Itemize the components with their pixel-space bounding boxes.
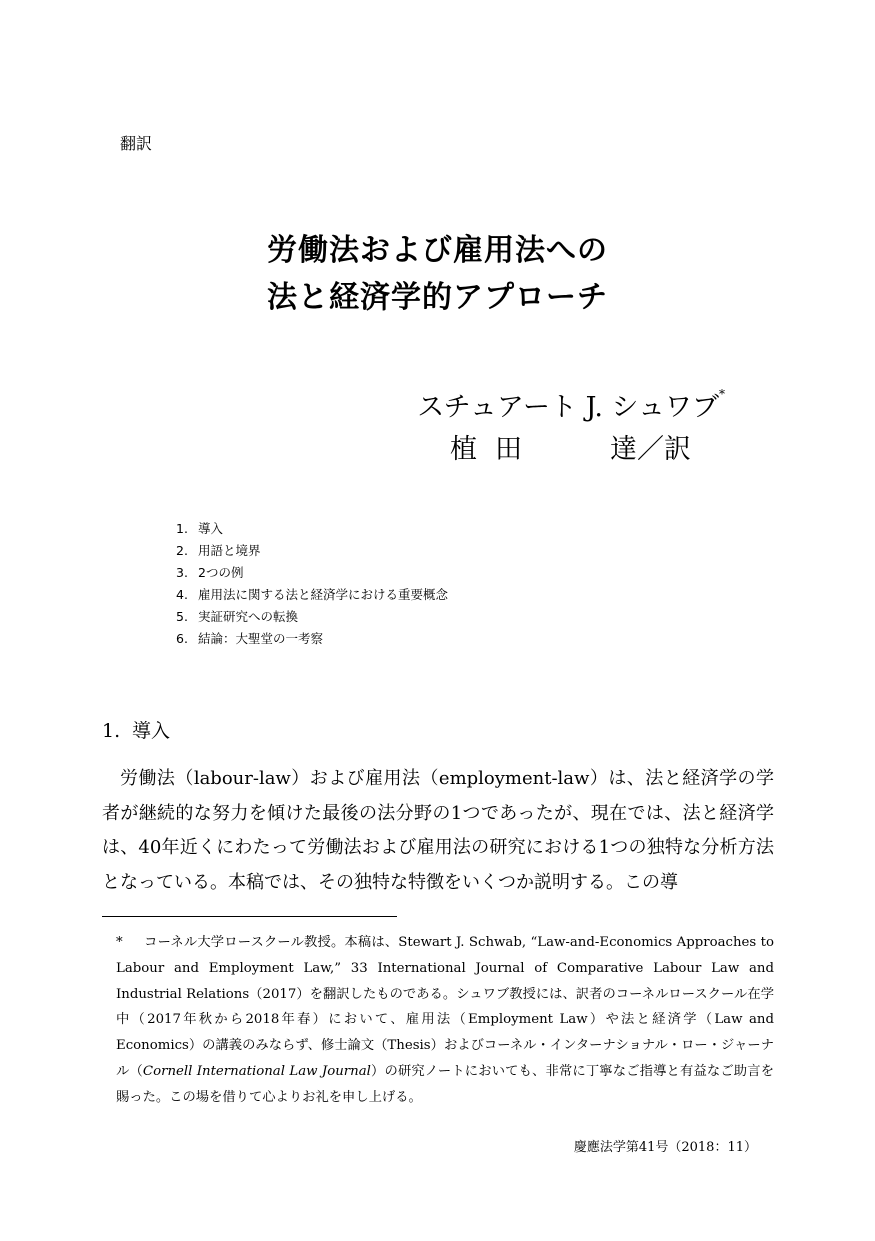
footnote-journal-title: Cornell International Law Journal [142,1063,371,1079]
author-name [417,385,725,424]
footnote-text-after: ）の研究ノートにおいても、非常に丁寧なご指導と有益なご助言を賜った。この場を借りて心よりお礼を申し上げる。 [116,1063,775,1105]
toc-item [176,562,448,584]
translator-family-1: 植 [450,434,477,465]
article-type-label: 翻訳 [120,134,153,153]
toc-item [176,606,448,628]
footnote-mark: * [116,935,123,950]
author-name-text: スチュアート J. シュワブ [417,392,719,423]
footnote-paragraph [116,930,774,1111]
toc-label: 雇用法に関する法と経済学における重要概念 [198,587,449,602]
footnote [116,930,774,1111]
translator-name [450,427,691,466]
section-heading [102,716,170,743]
translator-given: 達 [610,434,637,465]
toc-item [176,628,448,650]
toc-label: 用語と境界 [198,543,261,558]
section-title: 導入 [132,720,171,742]
toc-label: 実証研究への転換 [198,609,299,624]
toc-num: 5. [176,609,188,624]
toc-label: 結論：大聖堂の一考察 [198,631,324,646]
toc-num: 3. [176,565,188,580]
title-line-2: 法と経済学的アプローチ [267,280,608,315]
toc-num: 1. [176,521,188,536]
toc-item [176,518,448,540]
title-line-1: 労働法および雇用法への [267,233,608,268]
body-paragraph: 労働法（labour-law）および雇用法（employment-law）は、法と経済学の学者が継続的な努力を傾けた最後の法分野の1つであったが、現在では、法と経済学は、40年近くにわたって労働法および雇用法の研究における1つの独特な分析方法となっている。本稿では、その独特な特徴をいくつか説明する。この導 [102,768,774,893]
footnote-text-before: コーネル大学ロースクール教授。本稿は、Stewart J. Schwab, “Law-and-Economics Approaches to Labour and Employment Law,” 33 International Journal of Comparative Labour Law and Industrial Relations（2017）を翻訳したものである。シュワブ教授には、訳者のコーネルロースクール在学中（2017年秋から2018年春）において、雇用法（Employment Law）や法と経済学（Law and Economics）の講義のみならず、修士論文（Thesis）およびコーネル・インターナショナル・ロー・ジャーナル（ [116,935,774,1079]
table-of-contents [176,518,448,650]
author-footnote-mark: * [719,387,725,401]
body-text [102,762,774,900]
toc-label: 導入 [198,521,224,536]
toc-item [176,540,448,562]
toc-label: 2つの例 [198,565,244,580]
toc-num: 6. [176,631,188,646]
translator-role: ／訳 [637,434,691,465]
toc-num: 4. [176,587,188,602]
toc-num: 2. [176,543,188,558]
toc-item [176,584,448,606]
page-footer: 慶應法学第41号（2018：11） [573,1140,757,1155]
section-number: 1. [102,720,121,742]
translator-family-2: 田 [495,434,522,465]
footnote-divider [102,916,397,917]
